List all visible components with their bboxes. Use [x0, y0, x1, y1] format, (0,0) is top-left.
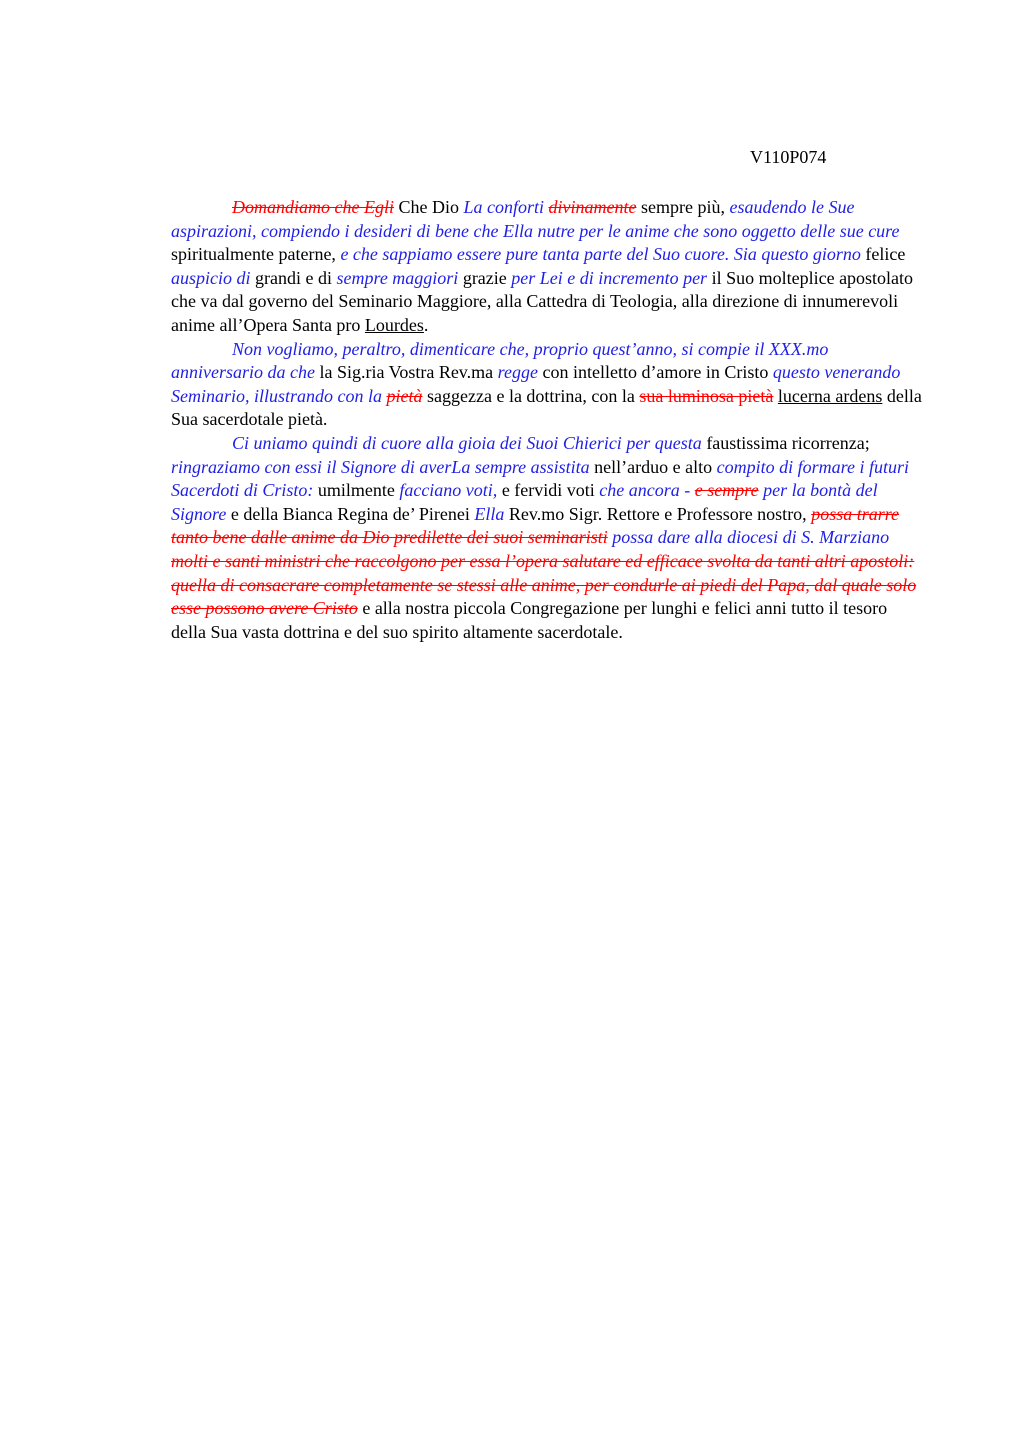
inserted-text: per la bontà del Signore: [171, 480, 878, 524]
text-run: grazie: [458, 267, 512, 288]
inserted-text: possa dare alla diocesi di S. Marziano: [612, 527, 890, 548]
text-run: con intelletto d’amore in Cristo: [537, 362, 773, 383]
deleted-text: possa trarre tanto bene dalle anime da Dio predilette dei suoi seminaristi: [171, 503, 900, 548]
paragraph-1: [171, 196, 923, 338]
text-run: e fervidi voti: [497, 480, 600, 501]
inserted-text: che ancora -: [599, 480, 695, 501]
text-run: faustissima ricorrenza;: [701, 432, 870, 453]
text-run: della Sua sacerdotale pietà.: [171, 385, 922, 430]
deleted-text: e sempre: [694, 480, 759, 501]
inserted-text: La conforti: [463, 197, 544, 217]
inserted-text: auspicio di: [171, 267, 251, 288]
text-run: il Suo molteplice apostolato che va dal governo del Seminario Maggiore, alla Cattedra di Teologia, alla direzione di innumerevoli anime all’Opera Santa pro: [171, 267, 914, 335]
inserted-text: ringraziamo con essi il Signore di averLa sempre assistita: [171, 456, 590, 477]
document-id: V110P074: [750, 147, 827, 167]
paragraph-2: [171, 338, 923, 432]
deleted-text: pietà: [386, 385, 423, 406]
inserted-text: Ci uniamo quindi di cuore alla gioia dei Suoi Chierici per questa: [232, 432, 702, 453]
inserted-text: per Lei e di incremento per: [511, 267, 708, 288]
inserted-text: e che sappiamo essere pure tanta parte del Suo cuore. Sia questo giorno: [340, 244, 861, 265]
underlined-text: lucerna ardens: [777, 385, 883, 406]
inserted-text: questo venerando Seminario, illustrando con la: [171, 362, 901, 406]
text-run: grandi e di: [250, 267, 337, 288]
underlined-text: Lourdes: [364, 314, 424, 335]
deleted-text: Domandiamo che Egli: [232, 197, 394, 217]
text-run: la Sig.ria Vostra Rev.ma: [314, 362, 498, 383]
text-run: nell’arduo e alto: [589, 456, 717, 477]
text-run: saggezza e la dottrina, con la: [422, 385, 640, 406]
inserted-text: Ella: [474, 503, 505, 524]
inserted-text: facciano voti,: [399, 480, 498, 501]
inserted-text: regge: [497, 362, 538, 383]
text-run: .: [423, 314, 429, 335]
text-run: sempre più,: [636, 197, 730, 217]
deleted-text: molti e santi ministri che raccolgono per essa l’opera salutare ed efficace svolta da tanti altri apostoli: quella di consacrare completamente se stessi alle anime, per condurle ai piedi del Papa, dal quale solo esse possono avere Cristo: [171, 550, 917, 619]
inserted-text: compito di formare i futuri Sacerdoti di Cristo:: [171, 456, 909, 501]
deleted-text: divinamente: [548, 197, 637, 217]
inserted-text: sempre maggiori: [336, 267, 459, 288]
text-run: spiritualmente paterne,: [171, 244, 341, 265]
inserted-text: esaudendo le Sue aspirazioni, compiendo i desideri di bene che Ella nutre per le anime che sono oggetto delle sue cure: [171, 197, 900, 241]
paragraph-3: [171, 432, 923, 644]
text-run: e della Bianca Regina de’ Pirenei: [226, 503, 475, 524]
document-body: [171, 196, 923, 644]
text-run: e alla nostra piccola Congregazione per lunghi e felici anni tutto il tesoro della Sua vasta dottrina e del suo spirito altamente sacerdotale.: [171, 598, 888, 642]
text-run: Che Dio: [393, 197, 464, 217]
text-run: felice: [860, 244, 906, 265]
text-run: Rev.mo Sigr. Rettore e Professore nostro,: [504, 503, 812, 524]
text-run: umilmente: [313, 480, 400, 501]
deleted-text: sua luminosa pietà: [639, 385, 774, 406]
inserted-text: Non vogliamo, peraltro, dimenticare che, proprio quest’anno, si compie il XXX.mo anniversario da che: [171, 338, 829, 383]
